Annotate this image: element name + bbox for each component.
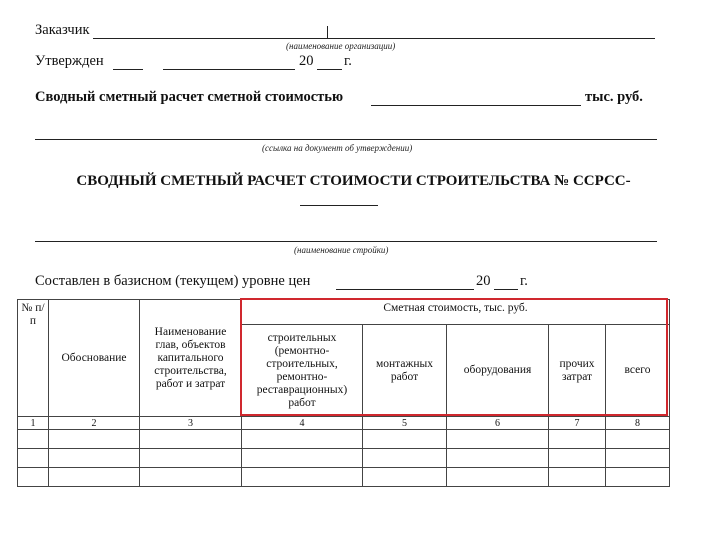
table-cell[interactable] xyxy=(49,449,140,468)
table-row[interactable] xyxy=(18,468,670,487)
table-cell[interactable] xyxy=(242,430,363,449)
approved-year-prefix: 20 xyxy=(299,53,314,69)
compiled-date-line[interactable] xyxy=(336,289,474,290)
approved-month-line[interactable] xyxy=(163,69,295,70)
table-row[interactable] xyxy=(18,430,670,449)
text-cursor xyxy=(327,26,328,39)
document-title: СВОДНЫЙ СМЕТНЫЙ РАСЧЕТ СТОИМОСТИ СТРОИТЕЛЬСТВА № ССРСС- xyxy=(76,173,631,189)
table-cell[interactable] xyxy=(447,449,549,468)
reference-caption: (ссылка на документ об утверждении) xyxy=(262,143,413,153)
col-equipment-header: оборудования xyxy=(447,325,549,417)
col-name-header: Наименование глав, объектов капитального строительства, работ и затрат xyxy=(140,300,242,417)
table-cell[interactable] xyxy=(363,430,447,449)
table-cell[interactable] xyxy=(549,430,606,449)
col-construction-header: строительных (ремонтно-строительных, ремонтно-реставрационных) работ xyxy=(242,325,363,417)
column-number: 3 xyxy=(140,417,242,430)
column-number: 5 xyxy=(363,417,447,430)
table-cell[interactable] xyxy=(18,468,49,487)
site-caption: (наименование стройки) xyxy=(294,245,389,255)
customer-field-line[interactable] xyxy=(93,38,655,39)
column-number-row xyxy=(18,417,670,430)
summary-value-line[interactable] xyxy=(371,105,581,106)
col-basis-header: Обоснование xyxy=(49,300,140,417)
table-row[interactable] xyxy=(18,449,670,468)
column-number: 1 xyxy=(18,417,49,430)
approved-year-line[interactable] xyxy=(317,69,342,70)
compiled-year-line[interactable] xyxy=(494,289,518,290)
approved-day-line[interactable] xyxy=(113,69,143,70)
estimate-table xyxy=(17,299,670,487)
table-cell[interactable] xyxy=(18,449,49,468)
column-number: 8 xyxy=(606,417,670,430)
table-cell[interactable] xyxy=(363,449,447,468)
table-header-row-1 xyxy=(18,300,670,325)
table-cell[interactable] xyxy=(18,430,49,449)
compiled-year-prefix: 20 xyxy=(476,273,491,289)
table-cell[interactable] xyxy=(606,468,670,487)
table-cell[interactable] xyxy=(140,449,242,468)
summary-unit: тыс. руб. xyxy=(585,89,643,105)
table-cell[interactable] xyxy=(363,468,447,487)
compiled-label: Составлен в базисном (текущем) уровне цен xyxy=(35,273,311,289)
column-number: 2 xyxy=(49,417,140,430)
table-cell[interactable] xyxy=(49,468,140,487)
table-cell[interactable] xyxy=(242,449,363,468)
title-number-line[interactable] xyxy=(300,205,378,206)
approved-label: Утвержден xyxy=(35,53,104,69)
cost-group-header: Сметная стоимость, тыс. руб. xyxy=(242,300,670,325)
col-number-header: № п/ п xyxy=(18,300,49,417)
table-cell[interactable] xyxy=(549,449,606,468)
table-cell[interactable] xyxy=(140,468,242,487)
table-cell[interactable] xyxy=(49,430,140,449)
table-cell[interactable] xyxy=(447,430,549,449)
customer-label: Заказчик xyxy=(35,22,90,38)
table-cell[interactable] xyxy=(140,430,242,449)
col-total-header: всего xyxy=(606,325,670,417)
org-caption: (наименование организации) xyxy=(286,41,396,51)
col-other-header: прочих затрат xyxy=(549,325,606,417)
table-cell[interactable] xyxy=(606,449,670,468)
table-cell[interactable] xyxy=(242,468,363,487)
table-cell[interactable] xyxy=(549,468,606,487)
site-name-line[interactable] xyxy=(35,241,657,242)
table-cell[interactable] xyxy=(606,430,670,449)
column-number: 6 xyxy=(447,417,549,430)
summary-label: Сводный сметный расчет сметной стоимостью xyxy=(35,89,344,105)
compiled-year-suffix: г. xyxy=(520,273,528,289)
approved-year-suffix: г. xyxy=(344,53,352,69)
reference-line[interactable] xyxy=(35,139,657,140)
col-installation-header: монтажных работ xyxy=(363,325,447,417)
column-number: 7 xyxy=(549,417,606,430)
column-number: 4 xyxy=(242,417,363,430)
table-cell[interactable] xyxy=(447,468,549,487)
